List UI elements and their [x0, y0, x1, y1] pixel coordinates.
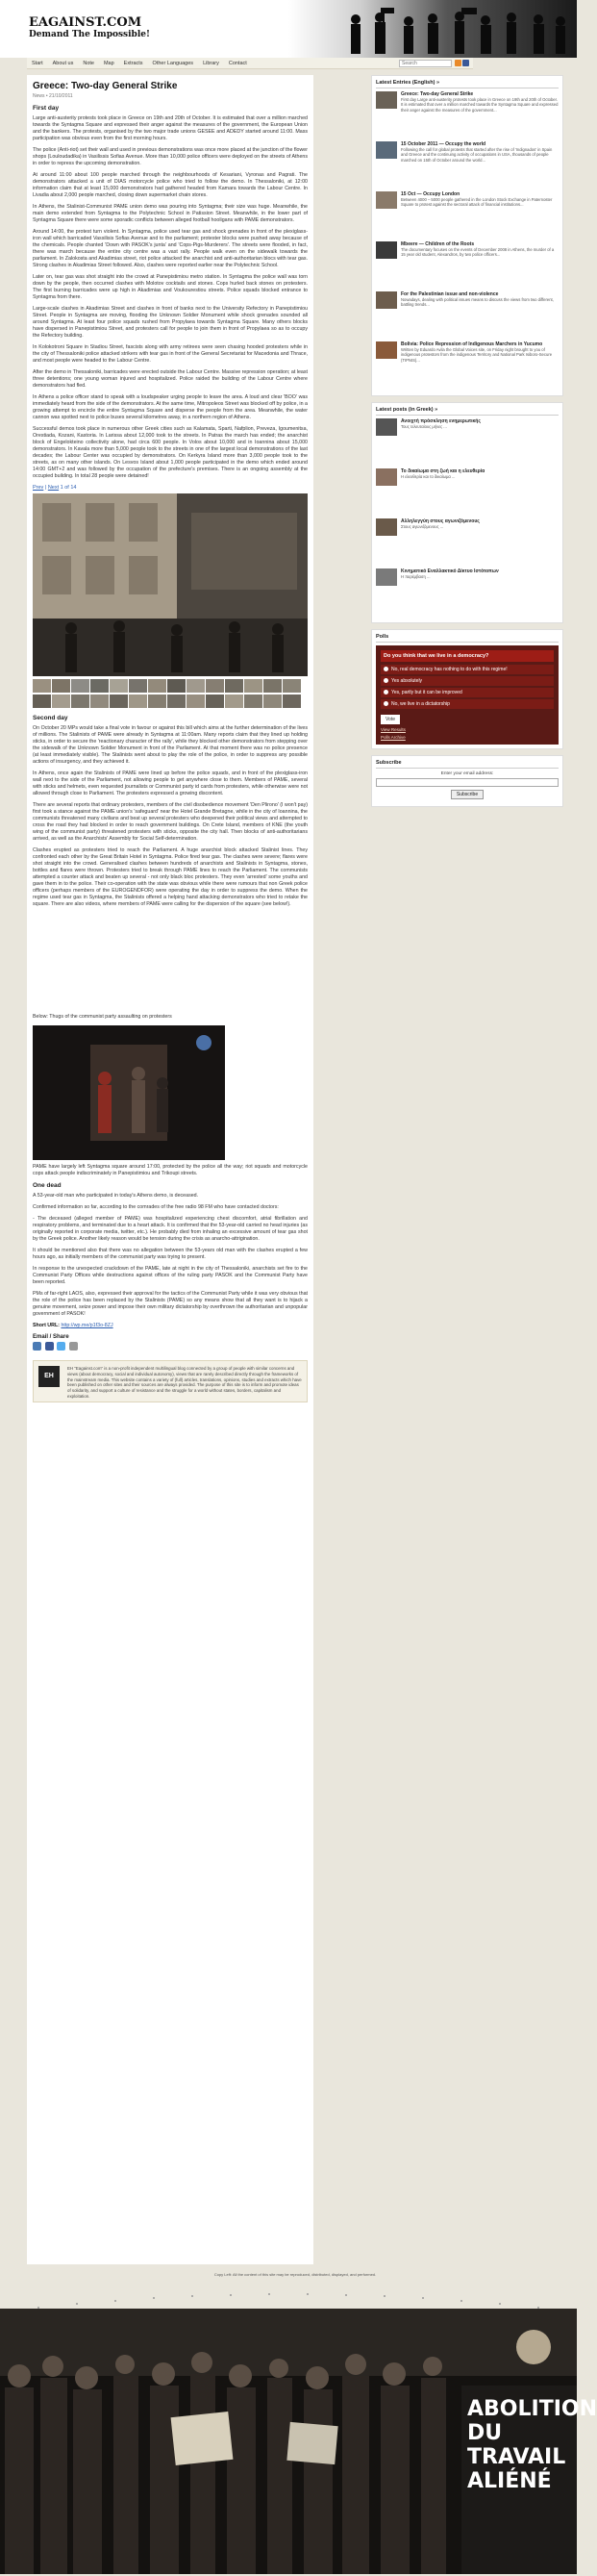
list-item-excerpt: Following the call for global protests that started after the rise of 'Indignados' in Spain and Greece and the continuing activity of occupations in USA, thousands of people marched on 15th of October around the world...: [401, 147, 553, 163]
email-field[interactable]: [376, 778, 559, 787]
gallery-thumbnail[interactable]: [148, 679, 166, 693]
embedded-video[interactable]: [33, 1025, 225, 1160]
list-item[interactable]: [376, 91, 559, 139]
paragraph: After the demo in Thessaloniki, barricades were erected outside the Labour Centre. Massive repression operation; at least three detentions; one young woman injured and hospitalized. Police raided the building of the Labour Centre where demonstrators had fled.: [33, 369, 308, 389]
paragraph: - The deceased (alleged member of PAME) was hospitalized experiencing chest discomfort, atrial fibrillation and respiratory problems, and terminated due to a heart attack. It is confirmed that the 53-year-old carried no head injuries (as originally reported in corporate media, twitter, etc.). He probably died from inhaling an excessive amount of tear gas shot by the Greek police. Another likely reason would be tension during the crisis as anarcho-attrigination.: [33, 1216, 308, 1242]
poll-option[interactable]: [381, 688, 554, 697]
paragraph: In Athens, once again the Stalinists of PAME were lined up before the police squads, and in front of the plexiglass-iron wall next to the side of the Parliament, not allowing people to get anywhere close to them. Members of PAME, several with sticks and helmets, even requested journalists or Communist party id cards from protesters, while otherwise were not allowed through close to Parliament. The protesters expressed a growing discontent.: [33, 770, 308, 796]
footer-banner-text: ABOLITION DU TRAVAIL ALIÉNÉ: [467, 2397, 597, 2493]
thumbnail: [376, 191, 397, 209]
list-item[interactable]: [376, 468, 559, 517]
radio-icon[interactable]: [384, 678, 388, 683]
thumbnail: [376, 418, 397, 436]
facebook-icon[interactable]: [45, 1342, 54, 1351]
thumbnail: [376, 341, 397, 359]
about-badge: EH: [38, 1366, 60, 1387]
share-title: Email / Share: [33, 1334, 69, 1340]
main-navigation: [27, 58, 473, 69]
thumbnail: [376, 241, 397, 259]
paragraph: At around 11:00 about 100 people marched through the neighbourhoods of Kesariani, Vyronas and Pagrati. The demonstrators attacked a unit of DIAS motorcycle police who tried to follow the demo. In Thessaloniki, at 12:00 information claim that at least 15,000 demonstrators had gathered headed from Kamara towards the Labour Centre. In Livadia about 2,000 people marched, closing down supermarket chain stores.: [33, 172, 308, 198]
list-item-excerpt: Written by Eduardo Avila the Global Voices site, on Friday night brought to you of indigenous protestors from the indigenous Territory and National Park Isiboro-Secure (TIPNIS)...: [401, 347, 553, 363]
nav-item-extracts[interactable]: Extracts: [123, 61, 143, 66]
gallery-next-link[interactable]: Next: [47, 485, 60, 491]
gallery-thumbnail[interactable]: [187, 679, 205, 693]
list-item[interactable]: [376, 568, 559, 617]
gallery-thumbnail[interactable]: [148, 695, 166, 708]
paragraph: In response to the unexpected crackdown of the PAME, late at night in the city of Thessaloniki, anarchists set fire to the Communist Party Offices while destructions against offices of the ruling party PASOK and the Communist Party have been reported.: [33, 1266, 308, 1285]
gallery-thumbnail[interactable]: [71, 679, 89, 693]
subscribe-button[interactable]: Subscribe: [451, 790, 484, 799]
section-title-second-day: Second day: [33, 715, 68, 721]
thumbnail: [376, 468, 397, 486]
list-item-title[interactable]: Αλληλεγγύη στους αγωνιζόμενους: [401, 518, 480, 524]
paragraph: There are several reports that ordinary protesters, members of the civil disobedience movement 'Den Plirono' (I won't pay) first took a stance against the PAME union's 'safeguard' near the Hotel Grande Bretagne, while in the city of Ioannina, the communists threatened many civilians and beat up several protesters who deepened their political views and attempted to cross the road they had blocked in order to reach government buildings. On Crete Island, members of KNE (the youth wing of the communist party) threatened protesters with sticks, opposite the city hall. Then blocks of anti-authoritarians arrived, as well as the Anarchists' Assembly for Social Self-determination.: [33, 802, 308, 842]
list-item-excerpt: The documentary focuses on the events of December 2008 in Athens, the murder of a 15 year old student, Alexandros, by two police officers...: [401, 247, 555, 258]
paragraph: Clashes erupted as protesters tried to reach the Parliament. A huge anarchist block attacked Stalinist lines. They confronted each other by the Great Britain Hotel in Syntagma. Police fired tear gas. The clashes were severe; flares were shot straight into the crowd. Generalised clashes between hundreds of anarchists and Stalinists in Syntagma, stones, bottles and flares were thrown. Protesters tried to break through PAME lines to reach the Parliament. The communists attempted a counter attack and beaten up several - not only black bloc protesters. They even 'arrested' some youths and gave them in to the police. Their co-operation with the state was obvious while there were rumours that non Greek police officers (perhaps members of the EUROGENDFOR) were operating the day in order to suppress the demo. When the regime used tear gas in Syntagma, the Stalinists offered a helping hand attacking demonstrators who tried to retake the square. There are also videos, where members of PAME were calling for the dispersion of the square (see below!).: [33, 847, 308, 907]
nav-item-note[interactable]: Note: [83, 61, 94, 66]
gallery-thumbnail[interactable]: [244, 695, 262, 708]
paragraph: The police (Anti-riot) set their wall and used in previous demonstrations was once more placed at the junction of the flower shops (Louloudadika) in Vasilissis Sofias Avenue. More than 10,000 police officers were deployed on the streets of Athens in order to repress the upcoming demonstration.: [33, 147, 308, 166]
gallery-thumbnail[interactable]: [33, 695, 51, 708]
paragraph: Around 14:00, the protest turn violent. In Syntagma, police used tear gas and shock grenades in front of the plexiglass-iron wall which barricaded Vassilisis Sofias Avenue and to the parliament; protester blocks were pushed away because of the chemicals. People chanted 'Down with PASOK's junta' and 'Cops-Pigs-Murderers'. The streets were flooded, in fact, there was march because the entire city centre was a vast rally. People walk even on the sidewalk towards the parliament. In Zalokosta and Akadimias street, riot police attacked the anarchist and anti-authoritarian blocs with tear gas. Strong clashes in Akadimias Street followed. Also, clashes were reported earlier near the Polytechnic School.: [33, 229, 308, 268]
gallery-thumbnail[interactable]: [52, 695, 70, 708]
poll-option-label: Yes, partly but it can be improved: [391, 690, 462, 695]
greek-posts-box: [371, 402, 563, 623]
nav-item-map[interactable]: Map: [103, 61, 114, 66]
poll-box: [371, 629, 563, 749]
nav-item-other-languages[interactable]: Other Languages: [152, 61, 194, 66]
paragraph: Large-scale clashes in Akadimias Street and clashes in front of banks next to the University Refectory in Panepistimiou Street. People in Syntagma are moving, flooding the Unknown Soldier Monument while shock grenades sounded all around Syntagma. At least four police squads rushed from Propylaea towards Syntagma Square. Many others blocks have dispersed in Panepistimiou Street, and protesters call for people to join them in front of Propylaea so as to occupy the Refectory building.: [33, 306, 308, 339]
thumbnail: [376, 568, 397, 586]
gallery-thumbnail[interactable]: [263, 695, 282, 708]
email-icon[interactable]: [33, 1342, 41, 1351]
video-frame-icon: [33, 1025, 225, 1160]
rss-icon[interactable]: [455, 60, 461, 66]
poll-title: Polls: [376, 634, 559, 643]
gallery-thumbnail[interactable]: [244, 679, 262, 693]
gallery-thumbnail[interactable]: [129, 679, 147, 693]
gallery-thumbnail[interactable]: [71, 695, 89, 708]
social-icons: [454, 60, 471, 67]
nav-item-about[interactable]: About us: [52, 61, 74, 66]
paragraph: On October 20 MPs would take a final vote in favour or against this bill which aims at the further determination of the lives of millions. The Stalinists of PAME were already in Syntagma at 11:00am. Many reports claim that they lined up holding sticks, in order to secure the 'reactionary character of the rally', while they blocked other demonstrators from stepping over the sidewalk of the Unknown Soldier Monument in front of the Parliament. At that moment there was no police presence (at least immediately visible). The Stalinists went about to play the role of the police, in order to suppress any possible actions of insurgency, and they achieved it.: [33, 725, 308, 765]
share-section: [33, 1334, 308, 1352]
latest-entries-title[interactable]: Latest Entries (English) »: [376, 80, 559, 88]
copyright-notice: Copy Left: All the content of this site may be reproduced, distributed, displayed, and performed.: [213, 2272, 377, 2277]
gallery-navigation: Prev | Next 1 of 14: [33, 485, 77, 491]
list-item-title[interactable]: Κινηματικό Εναλλακτικό Δίκτυο Ιστότοπων: [401, 568, 499, 574]
about-text: EH "Eagainst.com" is a non-profit independent multilingual blog connected by a group of people with similar concerns and views (about democracy, social and individual autonomy), views that are rarely described directly through the frameworks of the mainstream media. This website contains a variety of (full) articles, translations, opinions, studies and extracts which have been published on other sites and their sources are always provided. The purpose of this site is to inform and promote ideas of solidarity, and support a culture of resistance and the struggle for a world without states, borders, capitalism and exploitation.: [67, 1366, 302, 1399]
gallery-thumbnail[interactable]: [33, 679, 51, 693]
radio-icon[interactable]: [384, 701, 388, 706]
poll-option-label: No, we live in a dictatorship: [391, 701, 450, 707]
post-title[interactable]: Greece: Two-day General Strike: [33, 81, 178, 91]
thumbnail: [376, 518, 397, 536]
list-item-title[interactable]: Greece: Two-day General Strike: [401, 91, 474, 97]
footer-banner: [0, 2309, 597, 2574]
paragraph: It should be mentioned also that there was no allegation between the 53-years old man with the clashes erupted a few hours ago, as initially members of the communist party was trying to present.: [33, 1248, 308, 1260]
protesters-silhouette-icon: [327, 8, 567, 54]
short-url-link[interactable]: http://wp.me/p1f3o-8ZJ: [61, 1323, 113, 1328]
paragraph: Successful demos took place in numerous other Greek cities such as Kalamata, Sparti, Nafplion, Preveza, Igoumenitsa, Orestiada, Kozani, Kastoria. In Larissa about 12,000 took to the streets. In Patras the march has ended; the anarchist block of Engelokteino collectivity alone, had circa 600 people. In Volos about 10,000 and in Ioannina about 15,000 demonstrators. In Kavala more than 5,000 people took to the streets in one of the largest local demonstrations of the last decades; the Labour Center was occupied by demonstrators. On Kerkyra Island more than 3,000 people took to the streets, as on many other islands. On Lesvos Island about 1,000 people participated in the demo which ended around 14:00 GMT+2 and was followed by the occupation of the prefecture's premises. There is an ongoing assembly at the occupied building. In total 28 people were detained!: [33, 426, 308, 479]
gallery-thumbnail[interactable]: [52, 679, 70, 693]
list-item-excerpt: Between 4000 – 5000 people gathered in the London Stock Exchange in Paternoster Square to protest against the sectoral attack of financial institutions...: [401, 197, 553, 208]
paragraph: In Athens a police officer stand to speak with a loudspeaker urging people to leave the area. A loud and clear 'BOO' was immediately heard from the side of the demonstrators. At the same time, Mitropoleos Street was blocked off by police, in a growing attempt to encircle the entire Syntagma Square and disperse the people from the area. Meanwhile, the water cannon was spotted next to police buses several kilometres away, in a northern region of Athens.: [33, 394, 308, 420]
video-caption: Below: Thugs of the communist party assaulting on protesters: [33, 1014, 172, 1020]
post-meta: News • 21/10/2011: [33, 93, 73, 99]
gallery-thumbnail[interactable]: [110, 679, 128, 693]
poll-question: Do you think that we live in a democracy?: [381, 650, 554, 662]
about-box: [33, 1360, 308, 1402]
poll-option[interactable]: [381, 665, 554, 674]
gallery-thumbnail[interactable]: [283, 679, 301, 693]
latest-entries-box: [371, 75, 563, 396]
short-url-label: Short URL:: [33, 1323, 60, 1328]
gallery-thumbnail[interactable]: [167, 679, 186, 693]
gallery-thumbnail[interactable]: [225, 679, 243, 693]
list-item[interactable]: [376, 191, 559, 240]
list-item-excerpt: Nowadays, dealing with political issues means to discuss the views from two different, battling trends...: [401, 297, 554, 308]
list-item[interactable]: [376, 291, 559, 340]
site-header: [0, 0, 577, 58]
gallery-thumbnail[interactable]: [129, 695, 147, 708]
poll-widget: [376, 645, 559, 745]
poll-option-label: Yes absolutely: [391, 678, 423, 684]
gallery-thumbnail[interactable]: [110, 695, 128, 708]
search-input[interactable]: Search: [399, 60, 452, 67]
list-item[interactable]: [376, 241, 559, 290]
paragraph: A 53-year-old man who participated in today's Athens demo, is deceased.: [33, 1193, 199, 1199]
list-item-title[interactable]: For the Palestinian issue and non-violence: [401, 291, 499, 297]
gallery-main-photo[interactable]: [33, 493, 308, 676]
poll-option-label: No, real democracy has nothing to do with this regime!: [391, 667, 508, 672]
list-item[interactable]: [376, 518, 559, 567]
gallery-thumbnail[interactable]: [206, 679, 224, 693]
paragraph: In Athens, the Stalinist-Communist PAME union demo was pouring into Syntagma; their size was huge. Meanwhile, the main demo extended from Syntagma to the Polytechnic School in Patission Street. Meanwhile, in the lower part of Syntagma Square there were some sporadic conflicts between alleged football hooligans with PAME demonstrators.: [33, 204, 308, 223]
paragraph: In Kolokotroni Square in Stadiou Street, fascists along with army retirees were seen chasing hooded protesters while in the city of Thessaloniki police attacked strikers with tear gas in front of the General Secretariat for Macedonia and Thrace, and most people were headed to the Labour Centre.: [33, 344, 308, 364]
section-title-first-day: First day: [33, 105, 60, 112]
gallery-thumbnail[interactable]: [206, 695, 224, 708]
greek-posts-title[interactable]: Latest posts (in Greek) »: [376, 407, 559, 416]
subscribe-box: [371, 755, 563, 807]
paragraph: Confirmed information so far, according to the comrades of the free radio 98 FM who have contacted doctors:: [33, 1204, 279, 1210]
paragraph: PMs of far-right LAOS, also, expressed their approval for the tactics of the Communist Party while it was very obvious that the role of the police has been replaced by the Stalinists (PAME) so any means show that all they want is to hijack a genuine movement, seize power and impose their own military dictatorship by overthrown the authoritarian and unpopular government of PASOK!: [33, 1291, 308, 1317]
thumbnail: [376, 291, 397, 309]
nav-item-library[interactable]: Library: [203, 61, 219, 66]
thumbnail: [376, 141, 397, 159]
twitter-icon[interactable]: [57, 1342, 65, 1351]
nav-item-contact[interactable]: Contact: [228, 61, 247, 66]
short-url: [33, 1323, 308, 1329]
gallery-thumbnail[interactable]: [283, 695, 301, 708]
gallery-counter: 1 of 14: [60, 485, 77, 491]
radio-icon[interactable]: [384, 667, 388, 671]
gallery-thumbnail[interactable]: [167, 695, 186, 708]
gallery-thumbnail[interactable]: [263, 679, 282, 693]
main-content: [27, 75, 313, 2264]
list-item[interactable]: [376, 341, 559, 390]
share-icon[interactable]: [69, 1342, 78, 1351]
poll-option[interactable]: [381, 676, 554, 686]
list-item-title[interactable]: Mbeere — Children of the Roots: [401, 241, 475, 247]
facebook-icon[interactable]: [462, 60, 469, 66]
list-item-excerpt: Τους τελευταίους μήνες ...: [401, 424, 447, 429]
radio-icon[interactable]: [384, 690, 388, 695]
gallery-thumbnails: [33, 679, 308, 710]
paragraph: Large anti-austerity protests took place in Greece on 19th and 20th of October. It is estimated that over a million marched towards the Syntagma Square and expressed their anger against the measures of the government, the European Union and the bankers. The protests, organised by the two major trade unions GESEE and ADEDY started around 11:00. Mass participation was obvious even from the first morning hours.: [33, 115, 308, 141]
thumbnail: [376, 91, 397, 109]
list-item-title[interactable]: Bolivia: Police Repression of Indigenous Marchers in Yucumo: [401, 341, 543, 347]
site-subtitle: Demand The Impossible!: [29, 30, 150, 39]
gallery-thumbnail[interactable]: [225, 695, 243, 708]
list-item-excerpt: First day Large anti-austerity protests took place in Greece on 19th and 20th of October. It is estimated that over a million marched towards the Syntagma Square and expressed their anger against the measures of the government...: [401, 97, 559, 113]
site-title[interactable]: EAGAINST.COM: [29, 15, 142, 30]
gallery-thumbnail[interactable]: [187, 695, 205, 708]
nav-item-start[interactable]: Start: [32, 61, 43, 66]
section-title-one-dead: One dead: [33, 1182, 62, 1189]
list-item-title[interactable]: Το δικαίωμα στη ζωή και η ελευθερία: [401, 468, 485, 474]
subscribe-label: Enter your email address:: [440, 771, 494, 776]
list-item-excerpt: Στους αγωνιζόμενους ...: [401, 524, 444, 529]
list-item-title[interactable]: 15 Oct — Occupy London: [401, 191, 460, 197]
street-protest-photo-icon: [33, 493, 308, 676]
view-results-link[interactable]: View Results: [381, 727, 406, 732]
list-item-excerpt: Η παρέμβαση ...: [401, 574, 431, 579]
list-item-title[interactable]: Ανοιχτή πρόσκληση ενημερωτικής: [401, 418, 481, 424]
list-item[interactable]: [376, 418, 559, 467]
vote-button[interactable]: Vote: [381, 715, 400, 724]
gallery-prev-link[interactable]: Prev: [33, 485, 44, 491]
list-item-title[interactable]: 15 October 2011 — Occupy the world: [401, 141, 486, 147]
poll-option[interactable]: [381, 699, 554, 709]
gallery-thumbnail[interactable]: [90, 695, 109, 708]
polls-archive-link[interactable]: Polls Archive: [381, 735, 406, 740]
paragraph: PAME have largely left Syntagma square around 17:00, protected by the police all the way; riot squads and motorcycle cops attack people indiscriminately in Panepistimiou and Trikoupi streets.: [33, 1164, 308, 1176]
paragraph: Later on, tear gas was shot straight into the crowd at Panepistimiou metro station. In Syntagma the police wall was torn down by the people, then occurred clashes with Molotov cocktails and stones. Cops hurled back stones on protesters. The first burning barricades were up high in Akadimias and Voukourestiou streets. Police squads blocked entrance to Syntagma from there.: [33, 274, 308, 300]
gallery-thumbnail[interactable]: [90, 679, 109, 693]
list-item[interactable]: [376, 141, 559, 189]
subscribe-title: Subscribe: [376, 760, 559, 769]
list-item-excerpt: Η ελευθερία και το δικαίωμα ...: [401, 474, 456, 479]
sidebar: [371, 75, 563, 813]
